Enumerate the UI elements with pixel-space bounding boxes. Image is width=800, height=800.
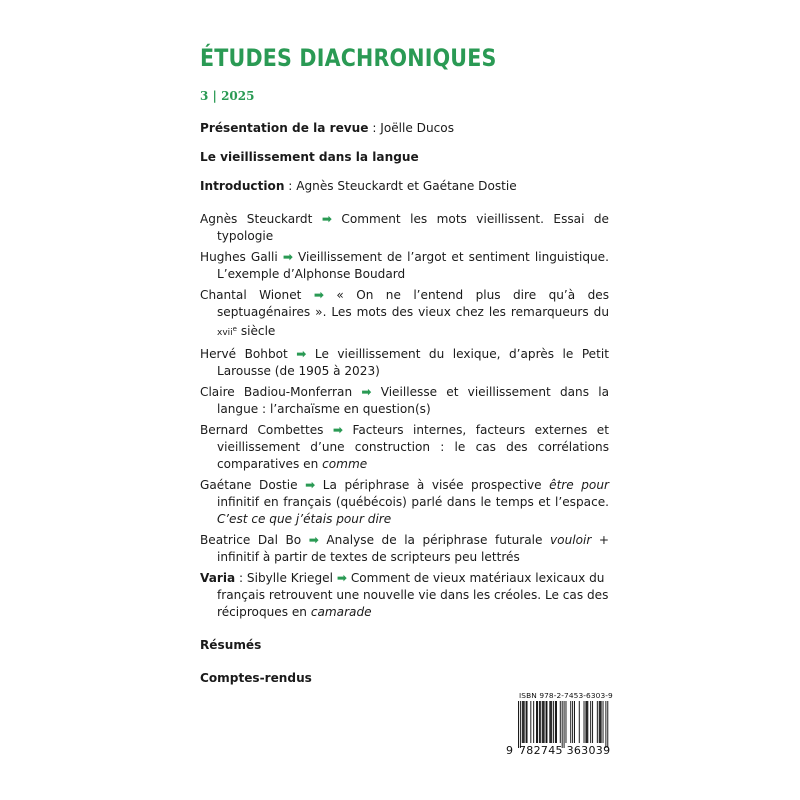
list-item [200, 287, 609, 342]
article-author: Chantal Wionet [200, 288, 302, 302]
arrow-icon: ➡ [308, 533, 319, 547]
barcode-bar [553, 701, 554, 743]
barcode-bar [536, 701, 537, 743]
issue-number: 3 | 2025 [200, 89, 255, 103]
varia-author: Sibylle Kriegel [246, 571, 333, 585]
article-author: Gaétane Dostie [200, 478, 298, 492]
isbn-label: ISBN 978-2-7453-6303-9 [519, 691, 613, 700]
barcode-bar [523, 701, 524, 743]
barcode-bar [537, 701, 538, 743]
section-title: Le vieillissement dans la langue [200, 150, 419, 164]
barcode-bar [564, 701, 565, 748]
introduction-sep: : [284, 179, 297, 193]
barcode-bar [549, 701, 550, 743]
barcode-bar [597, 701, 598, 743]
barcode-bar [566, 701, 567, 743]
barcode-bar [599, 701, 600, 743]
barcode-bar [587, 701, 588, 743]
article-author: Agnès Steuckardt [200, 212, 313, 226]
article-title: Le vieillissement du lexique, d’après le Petit Larousse (de 1905 à 2023) [217, 347, 609, 378]
article-title: Analyse de la périphrase futurale [326, 533, 551, 547]
barcode-bar [600, 701, 601, 743]
comptes-rendus-heading: Comptes-rendus [200, 671, 312, 685]
barcode-bar [520, 701, 521, 748]
arrow-icon: ➡ [361, 385, 372, 399]
arrow-icon: ➡ [332, 423, 344, 437]
barcode-first-digit: 9 [506, 744, 513, 757]
barcode-bar [585, 701, 586, 743]
arrow-icon: ➡ [336, 571, 347, 585]
varia-sep: : [235, 571, 247, 585]
resumes-heading: Résumés [200, 638, 262, 652]
article-author: Claire Badiou-Monferran [200, 385, 353, 399]
barcode-bar [530, 701, 531, 743]
arrow-icon: ➡ [313, 288, 324, 302]
barcode-bar [601, 701, 602, 743]
presentation-line [200, 120, 609, 137]
barcode-bar [544, 701, 545, 743]
barcode-bar [550, 701, 551, 743]
barcode-bar [603, 701, 604, 743]
list-item [200, 422, 609, 473]
introduction-authors: Agnès Steuckardt et Gaétane Dostie [296, 179, 517, 193]
article-list [200, 211, 609, 566]
article-author: Hughes Galli [200, 250, 278, 264]
article-title-italic: être pour [549, 478, 609, 492]
article-title: « On ne l’entend plus dire qu’à des septuagénaires ». Les mots des vieux chez les remarqueurs du [217, 288, 609, 319]
arrow-icon: ➡ [305, 478, 316, 492]
article-title-italic: comme [322, 457, 368, 471]
varia-label: Varia [200, 571, 236, 585]
barcode-bar [592, 701, 593, 743]
article-title: Comment les mots vieillissent. Essai de typologie [217, 212, 609, 243]
barcode-bar [574, 701, 575, 743]
article-author: Bernard Combettes [200, 423, 324, 437]
barcode-bar [522, 701, 523, 743]
list-item [200, 477, 609, 528]
barcode-bar [555, 701, 556, 743]
barcode-bar [572, 701, 573, 743]
barcode-bar [570, 701, 571, 743]
list-item [200, 211, 609, 245]
barcode-bar [546, 701, 547, 743]
barcode-bar [518, 701, 519, 748]
barcode-bar [562, 701, 563, 748]
arrow-icon: ➡ [321, 212, 332, 226]
introduction-line [200, 178, 609, 195]
barcode-bar [551, 701, 552, 743]
barcode-bar [556, 701, 557, 743]
article-title: La périphrase à visée prospective [322, 478, 550, 492]
varia-title: Comment de vieux matériaux lexicaux du français retrouvent une nouvelle vie dans les créoles. Le cas des réciproques en [217, 571, 609, 619]
list-item [200, 346, 609, 380]
introduction-label: Introduction [200, 179, 285, 193]
article-title: Vieillesse et vieillissement dans la langue : l’archaïsme en question(s) [217, 385, 609, 416]
presentation-label: Présentation de la revue [200, 121, 369, 135]
century-superscript: e [232, 325, 237, 333]
barcode-bar [527, 701, 528, 743]
barcode-bar [542, 701, 543, 743]
article-title-italic: vouloir [550, 533, 592, 547]
barcode-bar [540, 701, 541, 743]
barcode-bar [547, 701, 548, 743]
barcode-bar [524, 701, 525, 743]
list-item [200, 532, 609, 566]
arrow-icon: ➡ [282, 250, 293, 264]
century-numeral: xvii [217, 328, 233, 338]
list-item [200, 384, 609, 418]
article-title-end: + infinitif à partir de textes de scripteurs peu lettrés [217, 533, 609, 564]
barcode-bar [590, 701, 591, 743]
barcode-bar [584, 701, 585, 743]
varia-title-italic: camarade [310, 605, 372, 619]
article-author: Beatrice Dal Bo [200, 533, 302, 547]
article-title: Vieillissement de l’argot et sentiment linguistique. L’exemple d’Alphonse Boudard [217, 250, 609, 281]
barcode-bar [607, 701, 608, 748]
list-item [200, 249, 609, 283]
table-of-contents [200, 120, 609, 687]
presentation-sep: : [368, 121, 381, 135]
article-subtitle-italic: C’est ce que j’étais pour dire [217, 512, 392, 526]
barcode-bar [543, 701, 544, 743]
barcode-bar [533, 701, 534, 743]
barcode-bar [526, 701, 527, 743]
barcode-bar [560, 701, 561, 743]
article-title: Facteurs internes, facteurs externes et vieillissement d’une construction : le cas des corrélations comparatives en [217, 423, 609, 471]
presentation-author: Joëlle Ducos [380, 121, 455, 135]
barcode-bar [605, 701, 606, 748]
varia-line [200, 570, 609, 621]
article-title-mid: infinitif en français (québécois) parlé dans le temps et l’espace. [217, 495, 609, 509]
barcode-bar [539, 701, 540, 743]
barcode-bar [579, 701, 580, 743]
article-title-end: siècle [236, 324, 276, 338]
journal-title: ÉTUDES DIACHRONIQUES [200, 44, 497, 72]
arrow-icon: ➡ [296, 347, 307, 361]
article-author: Hervé Bohbot [200, 347, 288, 361]
barcode-bar [586, 701, 587, 743]
barcode-digits: 782745 363039 [519, 744, 611, 757]
